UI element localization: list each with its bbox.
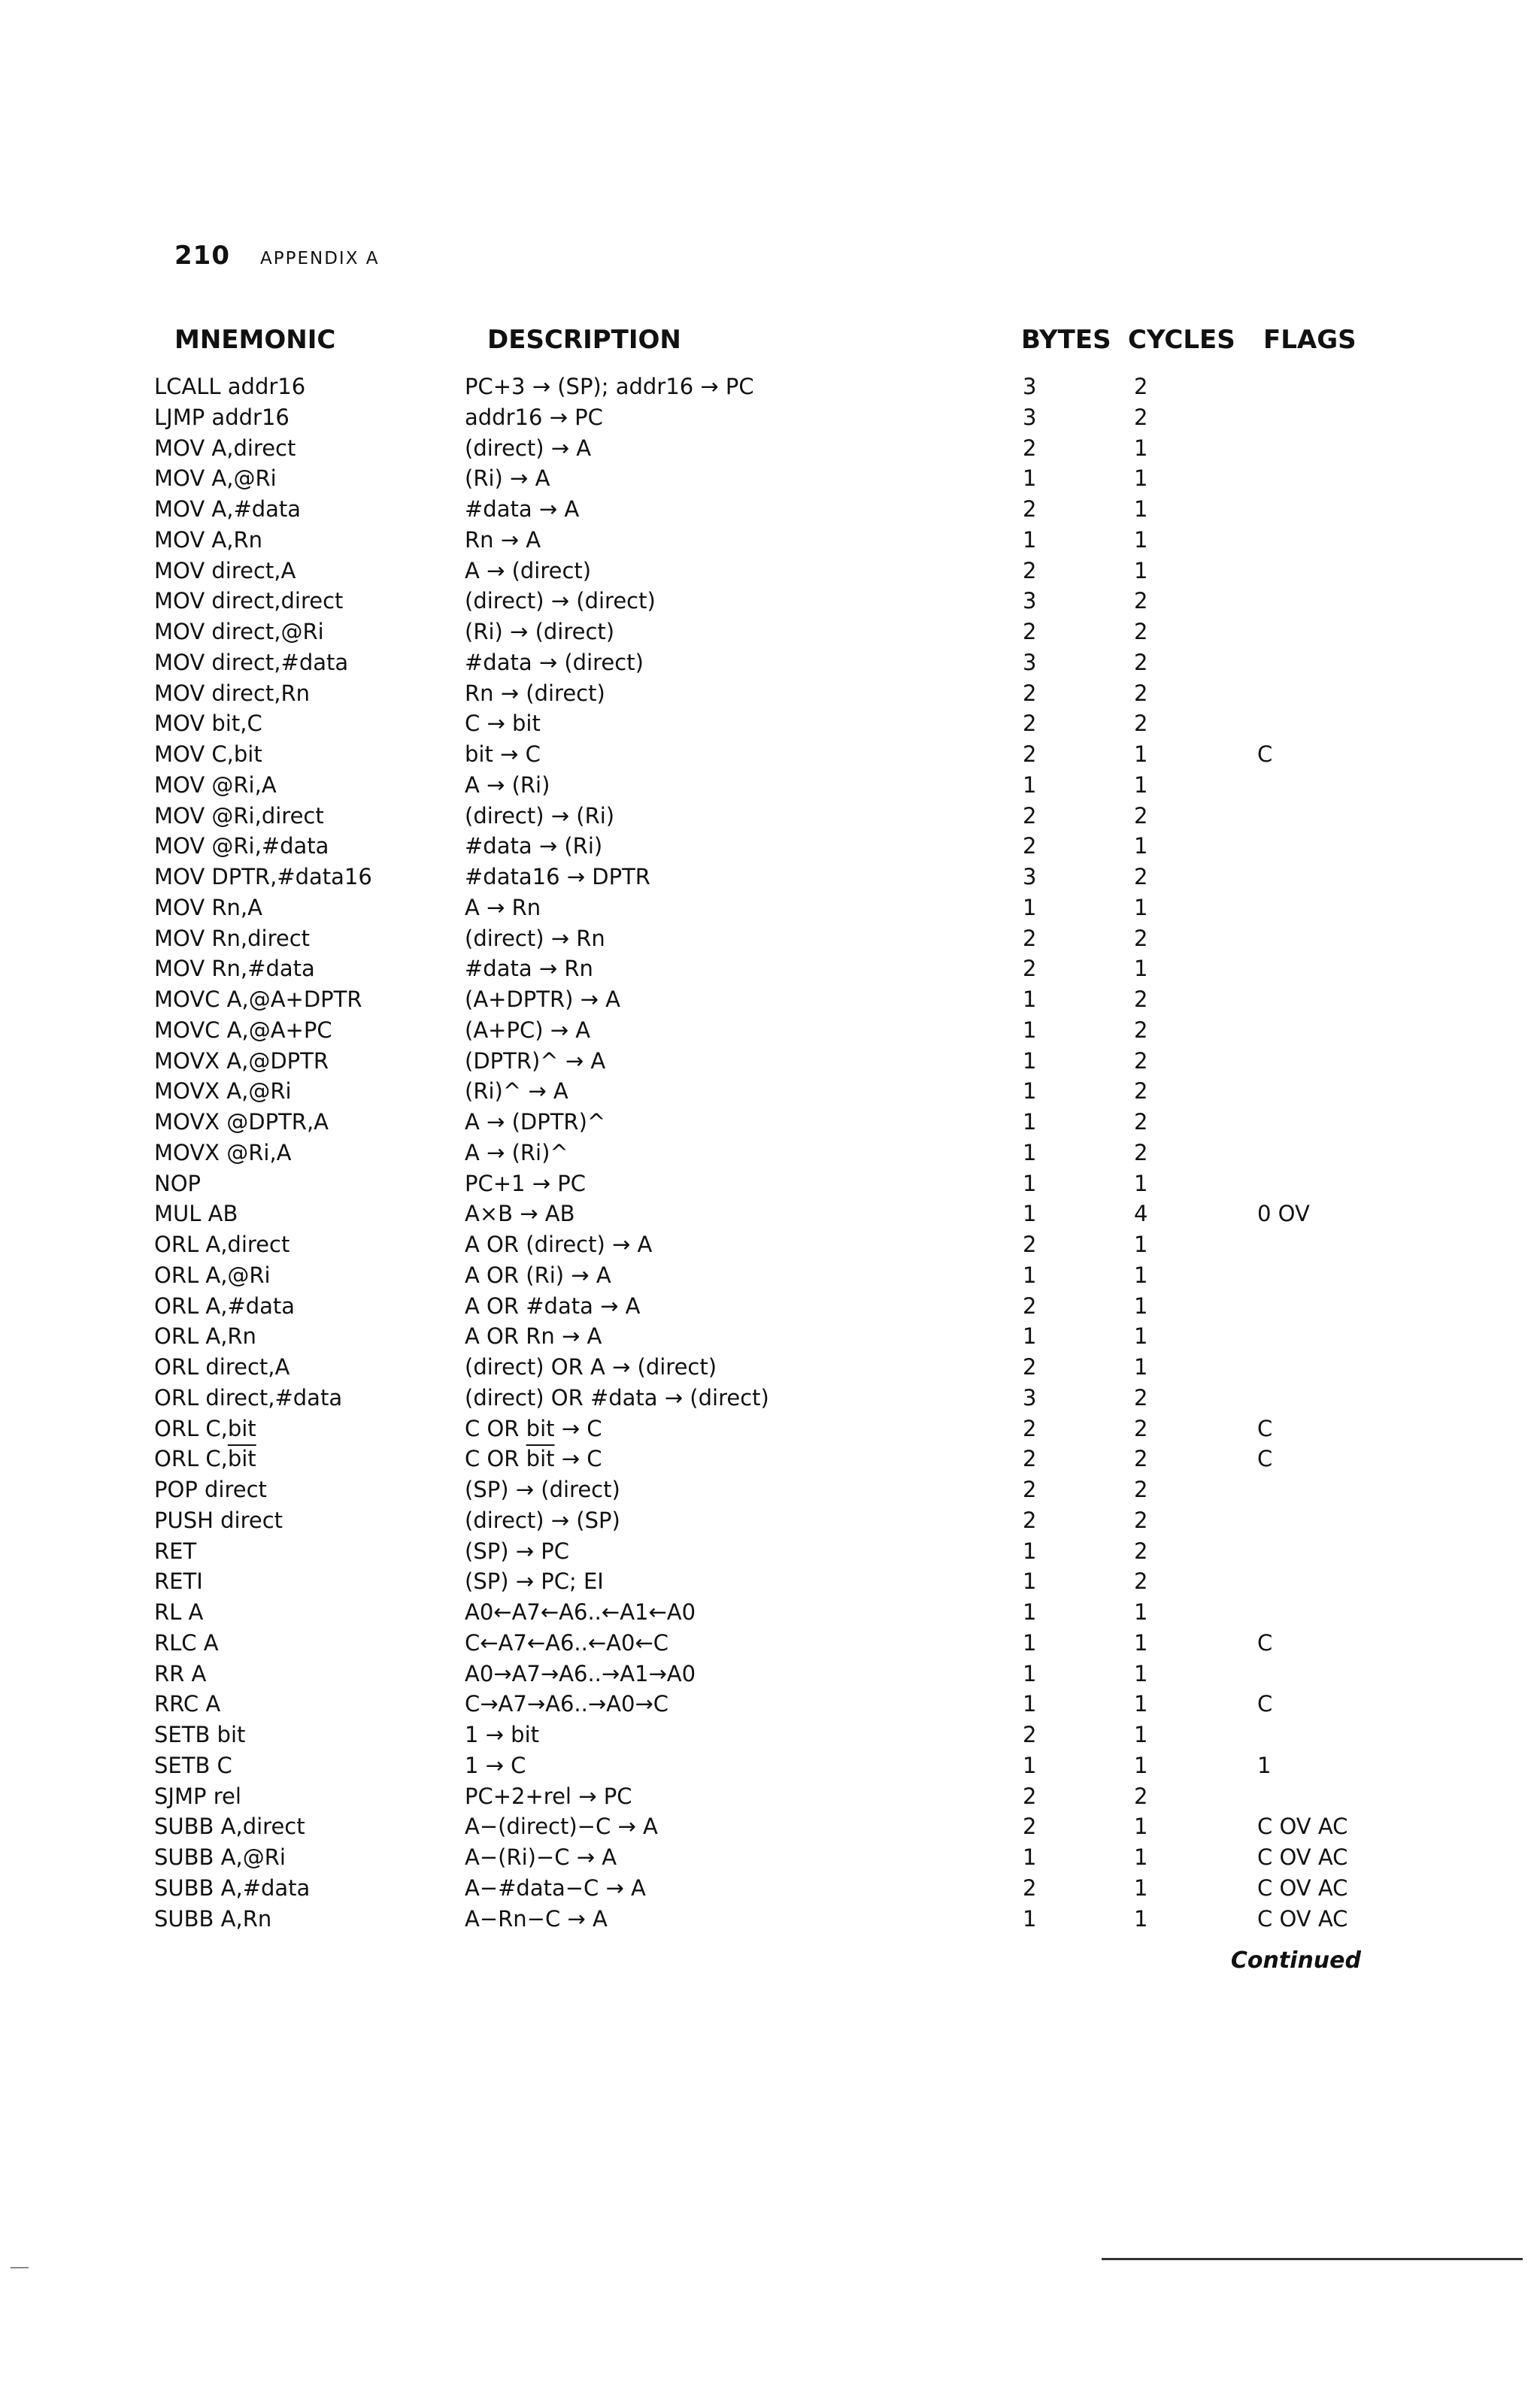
scan-mark bbox=[11, 2267, 29, 2268]
cell-cycles: 1 bbox=[1134, 1629, 1148, 1656]
cell-mnemonic: SUBB A,@Ri bbox=[154, 1844, 286, 1870]
cell-mnemonic: POP direct bbox=[154, 1477, 267, 1502]
cell-bytes: 1 bbox=[1023, 771, 1037, 798]
cell-mnemonic: PUSH direct bbox=[154, 1507, 283, 1533]
cell-cycles: 1 bbox=[1134, 435, 1148, 461]
cell-description: A−(Ri)−C → A bbox=[465, 1844, 617, 1870]
cell-mnemonic: MOV direct,Rn bbox=[154, 680, 311, 706]
cell-mnemonic: SUBB A,#data bbox=[154, 1874, 311, 1901]
cell-bytes: 2 bbox=[1023, 1814, 1037, 1840]
cell-bytes: 1 bbox=[1023, 1047, 1037, 1074]
cell-description: A OR Rn → A bbox=[465, 1323, 602, 1350]
cell-bytes: 3 bbox=[1023, 649, 1037, 675]
cell-description: A−#data−C → A bbox=[465, 1874, 646, 1901]
cell-cycles: 2 bbox=[1134, 1568, 1148, 1595]
cell-mnemonic: RLC A bbox=[154, 1629, 219, 1656]
cell-cycles: 1 bbox=[1134, 1814, 1148, 1840]
table-row bbox=[0, 708, 1540, 739]
cell-cycles: 1 bbox=[1134, 1232, 1148, 1257]
cell-description: #data → (Ri) bbox=[465, 833, 603, 859]
cell-description: (Ri)^ → A bbox=[465, 1078, 568, 1105]
cell-description: (direct) OR A → (direct) bbox=[465, 1354, 717, 1380]
cell-bytes: 1 bbox=[1023, 1752, 1037, 1778]
cell-bytes: 2 bbox=[1023, 925, 1037, 951]
cell-bytes: 1 bbox=[1023, 1170, 1037, 1196]
cell-flags: C bbox=[1257, 1446, 1273, 1472]
table-row bbox=[0, 1414, 1540, 1444]
cell-mnemonic: MOVX @DPTR,A bbox=[154, 1109, 329, 1135]
cell-mnemonic: RET bbox=[154, 1538, 197, 1564]
table-row bbox=[0, 1781, 1540, 1812]
cell-mnemonic: MOV A,#data bbox=[154, 496, 302, 522]
cell-bytes: 1 bbox=[1023, 1262, 1037, 1288]
cell-cycles: 2 bbox=[1134, 1109, 1148, 1135]
cell-description: (SP) → PC bbox=[465, 1538, 569, 1564]
cell-description: (A+DPTR) → A bbox=[465, 986, 621, 1012]
cell-description: #data → (direct) bbox=[465, 649, 644, 675]
cell-bytes: 2 bbox=[1023, 1783, 1037, 1809]
cell-mnemonic: LJMP addr16 bbox=[154, 404, 290, 430]
cell-mnemonic: RL A bbox=[154, 1599, 204, 1625]
cell-cycles: 2 bbox=[1134, 680, 1148, 706]
cell-cycles: 1 bbox=[1134, 771, 1148, 798]
cell-mnemonic: MOV @Ri,#data bbox=[154, 833, 329, 859]
cell-bytes: 2 bbox=[1023, 1354, 1037, 1380]
cell-cycles: 2 bbox=[1134, 374, 1148, 399]
table-row bbox=[0, 1536, 1540, 1567]
cell-bytes: 1 bbox=[1023, 1538, 1037, 1564]
cell-bytes: 1 bbox=[1023, 1139, 1037, 1165]
cell-description: 1 → C bbox=[465, 1752, 526, 1778]
table-row bbox=[0, 1076, 1540, 1107]
cell-description: A−(direct)−C → A bbox=[465, 1814, 658, 1840]
cell-mnemonic: RRC A bbox=[154, 1691, 221, 1717]
cell-flags: C bbox=[1257, 741, 1273, 767]
cell-cycles: 1 bbox=[1134, 1752, 1148, 1778]
cell-mnemonic: SUBB A,Rn bbox=[154, 1905, 272, 1932]
cell-bytes: 2 bbox=[1023, 496, 1037, 522]
table-row bbox=[0, 1199, 1540, 1229]
cell-cycles: 1 bbox=[1134, 1905, 1148, 1932]
cell-mnemonic: MOV @Ri,direct bbox=[154, 802, 324, 829]
cell-cycles: 2 bbox=[1134, 404, 1148, 430]
cell-flags: C OV AC bbox=[1257, 1814, 1348, 1840]
cell-mnemonic: MOV bit,C bbox=[154, 711, 262, 737]
table-row bbox=[0, 647, 1540, 678]
table-row bbox=[0, 923, 1540, 954]
cell-cycles: 2 bbox=[1134, 588, 1148, 614]
column-header-flags: FLAGS bbox=[1263, 325, 1357, 355]
bottom-rule bbox=[1102, 2258, 1523, 2260]
cell-flags: 1 bbox=[1257, 1752, 1272, 1778]
cell-description: (SP) → (direct) bbox=[465, 1477, 620, 1502]
cell-cycles: 4 bbox=[1134, 1201, 1148, 1227]
table-row bbox=[0, 1383, 1540, 1414]
cell-cycles: 2 bbox=[1134, 925, 1148, 951]
table-row bbox=[0, 739, 1540, 770]
cell-description: #data16 → DPTR bbox=[465, 864, 650, 889]
cell-bytes: 3 bbox=[1023, 864, 1037, 889]
cell-cycles: 2 bbox=[1134, 1078, 1148, 1105]
cell-bytes: 1 bbox=[1023, 894, 1037, 920]
table-row bbox=[0, 433, 1540, 464]
cell-description: addr16 → PC bbox=[465, 404, 603, 430]
table-row bbox=[0, 1229, 1540, 1260]
cell-cycles: 2 bbox=[1134, 864, 1148, 889]
cell-cycles: 1 bbox=[1134, 741, 1148, 767]
table-row bbox=[0, 1015, 1540, 1046]
table-row bbox=[0, 1474, 1540, 1505]
cell-bytes: 2 bbox=[1023, 557, 1037, 583]
cell-cycles: 1 bbox=[1134, 557, 1148, 583]
cell-cycles: 1 bbox=[1134, 1323, 1148, 1350]
cell-bytes: 2 bbox=[1023, 680, 1037, 706]
table-row bbox=[0, 770, 1540, 801]
cell-flags: C OV AC bbox=[1257, 1905, 1348, 1932]
cell-cycles: 2 bbox=[1134, 1415, 1148, 1441]
cell-bytes: 2 bbox=[1023, 833, 1037, 859]
table-row bbox=[0, 801, 1540, 832]
cell-bytes: 2 bbox=[1023, 619, 1037, 644]
cell-bytes: 1 bbox=[1023, 1017, 1037, 1043]
table-row bbox=[0, 1689, 1540, 1720]
table-row bbox=[0, 1628, 1540, 1659]
complement-bit-text: $\overline{bit}$ bbox=[227, 1446, 256, 1472]
cell-bytes: 3 bbox=[1023, 374, 1037, 399]
cell-mnemonic: MOVX A,@DPTR bbox=[154, 1047, 329, 1074]
cell-bytes: 1 bbox=[1023, 1078, 1037, 1105]
cell-mnemonic: MOV direct,@Ri bbox=[154, 619, 324, 644]
cell-description: PC+2+rel → PC bbox=[465, 1783, 632, 1809]
table-row bbox=[0, 1046, 1540, 1077]
cell-cycles: 2 bbox=[1134, 802, 1148, 829]
cell-bytes: 2 bbox=[1023, 1477, 1037, 1502]
cell-description: (Ri) → (direct) bbox=[465, 619, 615, 644]
cell-cycles: 1 bbox=[1134, 1599, 1148, 1625]
cell-mnemonic: ORL A,@Ri bbox=[154, 1262, 271, 1288]
cell-mnemonic: MOV A,direct bbox=[154, 435, 296, 461]
cell-cycles: 1 bbox=[1134, 956, 1148, 982]
cell-bytes: 3 bbox=[1023, 1384, 1037, 1411]
table-row bbox=[0, 371, 1540, 402]
cell-mnemonic: SETB C bbox=[154, 1752, 232, 1778]
cell-cycles: 1 bbox=[1134, 894, 1148, 920]
cell-cycles: 2 bbox=[1134, 1446, 1148, 1472]
cell-bytes: 1 bbox=[1023, 465, 1037, 492]
cell-cycles: 2 bbox=[1134, 986, 1148, 1012]
cell-description: A0→A7→A6..→A1→A0 bbox=[465, 1660, 696, 1686]
table-row bbox=[0, 402, 1540, 433]
cell-description: C→A7→A6..→A0→C bbox=[465, 1691, 668, 1717]
table-row bbox=[0, 678, 1540, 709]
cell-bytes: 1 bbox=[1023, 1568, 1037, 1595]
table-row bbox=[0, 525, 1540, 556]
cell-mnemonic: RR A bbox=[154, 1660, 207, 1686]
table-row bbox=[0, 1291, 1540, 1322]
table-row bbox=[0, 1321, 1540, 1352]
cell-cycles: 1 bbox=[1134, 1292, 1148, 1319]
cell-description: (direct) → A bbox=[465, 435, 592, 461]
cell-description: (Ri) → A bbox=[465, 465, 550, 492]
cell-description: Rn → A bbox=[465, 526, 541, 553]
cell-description: C←A7←A6..←A0←C bbox=[465, 1629, 668, 1656]
cell-description: C OR bit → C bbox=[465, 1415, 602, 1441]
table-header bbox=[0, 325, 1540, 370]
cell-cycles: 2 bbox=[1134, 649, 1148, 675]
cell-mnemonic: ORL A,#data bbox=[154, 1292, 296, 1319]
cell-bytes: 1 bbox=[1023, 986, 1037, 1012]
cell-bytes: 2 bbox=[1023, 1415, 1037, 1441]
cell-cycles: 1 bbox=[1134, 1354, 1148, 1380]
table-row bbox=[0, 892, 1540, 923]
cell-mnemonic: MOV Rn,#data bbox=[154, 956, 315, 982]
cell-description: A → (Ri)^ bbox=[465, 1139, 568, 1165]
table-row bbox=[0, 1720, 1540, 1750]
cell-description: bit → C bbox=[465, 741, 541, 767]
cell-mnemonic: SETB bit bbox=[154, 1722, 246, 1747]
table-row bbox=[0, 463, 1540, 494]
cell-description: A×B → AB bbox=[465, 1201, 575, 1227]
table-row bbox=[0, 1873, 1540, 1904]
cell-flags: C bbox=[1257, 1691, 1273, 1717]
cell-description: PC+3 → (SP); addr16 → PC bbox=[465, 374, 754, 399]
cell-bytes: 1 bbox=[1023, 1629, 1037, 1656]
cell-flags: 0 OV bbox=[1257, 1201, 1310, 1227]
table-row bbox=[0, 1904, 1540, 1935]
table-row bbox=[0, 831, 1540, 862]
table-row bbox=[0, 617, 1540, 647]
cell-flags: C OV AC bbox=[1257, 1844, 1348, 1870]
table-row bbox=[0, 1659, 1540, 1689]
cell-description: A0←A7←A6..←A1←A0 bbox=[465, 1599, 696, 1625]
table-row bbox=[0, 586, 1540, 617]
table-row bbox=[0, 953, 1540, 984]
cell-cycles: 1 bbox=[1134, 465, 1148, 492]
cell-bytes: 2 bbox=[1023, 711, 1037, 737]
cell-cycles: 2 bbox=[1134, 1507, 1148, 1533]
cell-bytes: 2 bbox=[1023, 1507, 1037, 1533]
table-row bbox=[0, 1750, 1540, 1781]
table-row bbox=[0, 1811, 1540, 1842]
cell-description: (A+PC) → A bbox=[465, 1017, 591, 1043]
cell-flags: C OV AC bbox=[1257, 1874, 1348, 1901]
cell-mnemonic: MOVX A,@Ri bbox=[154, 1078, 292, 1105]
table-row bbox=[0, 494, 1540, 525]
cell-mnemonic: ORL A,Rn bbox=[154, 1323, 256, 1350]
cell-mnemonic: MOV DPTR,#data16 bbox=[154, 864, 372, 889]
cell-description: A OR (Ri) → A bbox=[465, 1262, 611, 1288]
cell-cycles: 1 bbox=[1134, 1170, 1148, 1196]
cell-description: A → Rn bbox=[465, 894, 541, 920]
cell-description: (direct) → Rn bbox=[465, 925, 605, 951]
column-header-bytes: BYTES bbox=[1021, 325, 1111, 355]
page-number: 210 bbox=[174, 241, 230, 271]
cell-cycles: 2 bbox=[1134, 1047, 1148, 1074]
cell-cycles: 1 bbox=[1134, 1660, 1148, 1686]
column-header-mnemonic: MNEMONIC bbox=[174, 325, 336, 355]
cell-description: A OR (direct) → A bbox=[465, 1232, 653, 1257]
cell-bytes: 1 bbox=[1023, 1660, 1037, 1686]
cell-description: A → (direct) bbox=[465, 557, 592, 583]
cell-mnemonic: ORL $C,\overline{bit}$ bbox=[154, 1446, 256, 1472]
cell-description: 1 → bit bbox=[465, 1722, 540, 1747]
cell-cycles: 2 bbox=[1134, 1538, 1148, 1564]
table-row bbox=[0, 556, 1540, 586]
running-head: APPENDIX A bbox=[259, 249, 380, 268]
table-row bbox=[0, 1138, 1540, 1168]
cell-bytes: 1 bbox=[1023, 1905, 1037, 1932]
cell-mnemonic: ORL direct,#data bbox=[154, 1384, 343, 1411]
cell-mnemonic: SUBB A,direct bbox=[154, 1814, 305, 1840]
cell-mnemonic: MOV Rn,direct bbox=[154, 925, 311, 951]
cell-bytes: 2 bbox=[1023, 1232, 1037, 1257]
cell-bytes: 2 bbox=[1023, 802, 1037, 829]
table-row bbox=[0, 1566, 1540, 1597]
cell-bytes: 2 bbox=[1023, 1292, 1037, 1319]
cell-description: #data → A bbox=[465, 496, 580, 522]
cell-description: (DPTR)^ → A bbox=[465, 1047, 606, 1074]
cell-bytes: 2 bbox=[1023, 956, 1037, 982]
cell-mnemonic: LCALL addr16 bbox=[154, 374, 306, 399]
cell-mnemonic: MOV direct,direct bbox=[154, 588, 344, 614]
table-row bbox=[0, 1107, 1540, 1138]
cell-cycles: 1 bbox=[1134, 496, 1148, 522]
continued-note: Continued bbox=[1230, 1947, 1361, 1974]
cell-bytes: 1 bbox=[1023, 1691, 1037, 1717]
page-header bbox=[174, 241, 380, 280]
cell-bytes: 2 bbox=[1023, 1874, 1037, 1901]
cell-cycles: 1 bbox=[1134, 526, 1148, 553]
cell-mnemonic: MOV C,bit bbox=[154, 741, 262, 767]
cell-description: #data → Rn bbox=[465, 956, 593, 982]
cell-bytes: 1 bbox=[1023, 1109, 1037, 1135]
cell-description: (direct) → (Ri) bbox=[465, 802, 615, 829]
cell-bytes: 2 bbox=[1023, 1722, 1037, 1747]
cell-cycles: 2 bbox=[1134, 1783, 1148, 1809]
cell-bytes: 1 bbox=[1023, 1844, 1037, 1870]
table-row bbox=[0, 1352, 1540, 1383]
cell-description: Rn → (direct) bbox=[465, 680, 605, 706]
cell-mnemonic: MOV @Ri,A bbox=[154, 771, 277, 798]
cell-description: A−Rn−C → A bbox=[465, 1905, 608, 1932]
table-row bbox=[0, 1444, 1540, 1474]
cell-bytes: 2 bbox=[1023, 1446, 1037, 1472]
cell-bytes: 1 bbox=[1023, 1201, 1037, 1227]
column-header-cycles: CYCLES bbox=[1128, 325, 1235, 355]
cell-bytes: 3 bbox=[1023, 404, 1037, 430]
cell-mnemonic: ORL direct,A bbox=[154, 1354, 290, 1380]
cell-cycles: 2 bbox=[1134, 711, 1148, 737]
cell-bytes: 2 bbox=[1023, 435, 1037, 461]
cell-description: A OR #data → A bbox=[465, 1292, 641, 1319]
column-header-description: DESCRIPTION bbox=[487, 325, 681, 355]
cell-mnemonic: NOP bbox=[154, 1170, 202, 1196]
table-row bbox=[0, 1597, 1540, 1628]
table-row bbox=[0, 1168, 1540, 1199]
cell-cycles: 2 bbox=[1134, 1384, 1148, 1411]
table-row bbox=[0, 862, 1540, 892]
cell-cycles: 2 bbox=[1134, 1477, 1148, 1502]
cell-mnemonic: MOVX @Ri,A bbox=[154, 1139, 292, 1165]
cell-cycles: 1 bbox=[1134, 1691, 1148, 1717]
cell-mnemonic: ORL C,bit bbox=[154, 1415, 256, 1441]
cell-bytes: 3 bbox=[1023, 588, 1037, 614]
cell-cycles: 2 bbox=[1134, 1139, 1148, 1165]
cell-flags: C bbox=[1257, 1629, 1273, 1656]
cell-bytes: 1 bbox=[1023, 1323, 1037, 1350]
cell-description: (direct) → (direct) bbox=[465, 588, 656, 614]
cell-bytes: 1 bbox=[1023, 526, 1037, 553]
complement-bit-text: $\overline{bit}$ bbox=[526, 1446, 555, 1472]
cell-description: C OR $\overline{bit} \to C$ bbox=[465, 1446, 602, 1472]
cell-description: A → (DPTR)^ bbox=[465, 1109, 606, 1135]
cell-mnemonic: MOVC A,@A+PC bbox=[154, 1017, 332, 1043]
cell-mnemonic: MOV direct,#data bbox=[154, 649, 349, 675]
cell-bytes: 1 bbox=[1023, 1599, 1037, 1625]
instruction-table bbox=[0, 371, 1540, 1934]
cell-description: (direct) → (SP) bbox=[465, 1507, 620, 1533]
cell-description: (direct) OR #data → (direct) bbox=[465, 1384, 769, 1411]
cell-mnemonic: MOV Rn,A bbox=[154, 894, 262, 920]
cell-cycles: 1 bbox=[1134, 1722, 1148, 1747]
cell-mnemonic: ORL A,direct bbox=[154, 1232, 290, 1257]
cell-description: PC+1 → PC bbox=[465, 1170, 586, 1196]
cell-cycles: 1 bbox=[1134, 1874, 1148, 1901]
cell-mnemonic: MOV A,Rn bbox=[154, 526, 262, 553]
cell-cycles: 1 bbox=[1134, 833, 1148, 859]
cell-cycles: 1 bbox=[1134, 1844, 1148, 1870]
cell-cycles: 2 bbox=[1134, 1017, 1148, 1043]
table-row bbox=[0, 984, 1540, 1015]
cell-cycles: 1 bbox=[1134, 1262, 1148, 1288]
cell-mnemonic: SJMP rel bbox=[154, 1783, 241, 1809]
table-row bbox=[0, 1842, 1540, 1873]
cell-description: A → (Ri) bbox=[465, 771, 550, 798]
cell-flags: C bbox=[1257, 1415, 1273, 1441]
cell-bytes: 2 bbox=[1023, 741, 1037, 767]
cell-cycles: 2 bbox=[1134, 619, 1148, 644]
cell-description: C → bit bbox=[465, 711, 541, 737]
cell-description: (SP) → PC; EI bbox=[465, 1568, 604, 1595]
table-row bbox=[0, 1260, 1540, 1291]
table-row bbox=[0, 1505, 1540, 1536]
cell-mnemonic: MOVC A,@A+DPTR bbox=[154, 986, 362, 1012]
cell-mnemonic: MOV A,@Ri bbox=[154, 465, 277, 492]
cell-mnemonic: MOV direct,A bbox=[154, 557, 296, 583]
cell-mnemonic: RETI bbox=[154, 1568, 203, 1595]
cell-mnemonic: MUL AB bbox=[154, 1201, 238, 1227]
